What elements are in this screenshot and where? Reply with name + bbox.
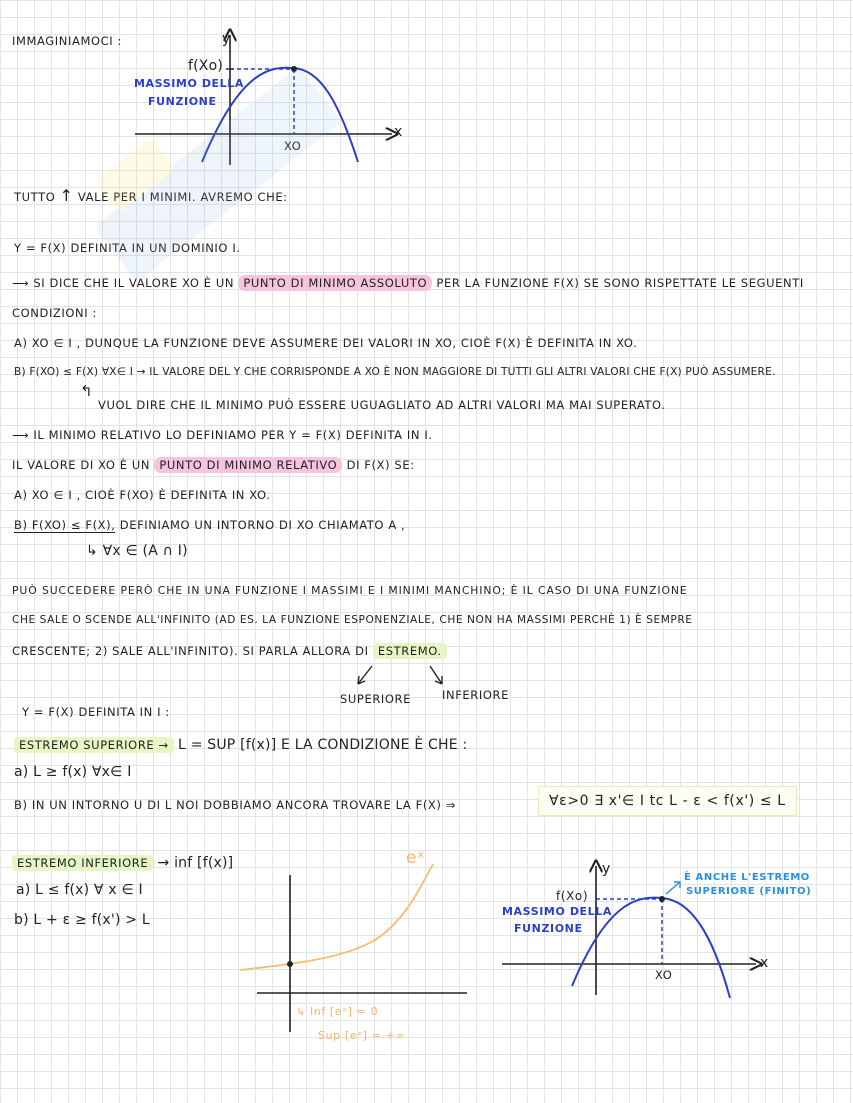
up-arrow-icon: ↑ — [59, 186, 74, 205]
corner-arrow-icon: ↳ — [86, 543, 98, 559]
corner-arrow-icon-orange: ↳ — [296, 1005, 306, 1018]
text-minimo-relativo: IL MINIMO RELATIVO LO DEFINIAMO PER Y = F(X) DEFINITA IN I. — [33, 428, 433, 442]
box-epsilon-condition: ∀ε>0 ∃ x'∈ I tc L - ε < f(x') ≤ L — [538, 786, 797, 816]
text-si-dice: SI DICE CHE IL VALORE XO È UN — [33, 276, 235, 290]
text-fxo-underlined: B) F(XO) ≤ F(X), — [14, 518, 116, 532]
line-tutto — [14, 186, 288, 205]
g3-caption-2: FUNZIONE — [514, 922, 583, 935]
line-estremo-inferiore — [12, 855, 233, 871]
highlight-estremo: ESTREMO. — [373, 643, 447, 659]
g1-x0-label: XO — [284, 139, 302, 153]
g3-caption-1: MASSIMO DELLA — [502, 905, 613, 918]
g2-sup-note: Sup [eˣ] = +∞ — [318, 1029, 406, 1042]
text-crescente: CRESCENTE; 2) SALE ALL'INFINITO). SI PARLA ALLORA DI — [12, 644, 369, 658]
heading-imagine: IMMAGINIAMOCI : — [12, 34, 122, 48]
line-estremo — [12, 644, 447, 658]
text-sup-condition: L = SUP [f(x)] E LA CONDIZIONE È CHE : — [178, 737, 468, 753]
text-forall-a-i: ∀x ∈ (A ∩ I) — [102, 543, 188, 559]
line-estremo-superiore — [14, 737, 467, 753]
line-punto-relativo — [12, 458, 415, 472]
line-condition-b: B) F(XO) ≤ F(X) ∀X∈ I → IL VALORE DEL Y CHE CORRISPONDE A XO È NON MAGGIORE DI TUTTI GLI ALTRI VALORI CHE F(X) PUÒ ASSUMERE. — [14, 366, 776, 378]
right-arrow-icon: ⟶ — [12, 276, 30, 290]
label-inferiore: INFERIORE — [442, 688, 509, 702]
text-il-valore: IL VALORE DI XO È UN — [12, 458, 151, 472]
g1-fx0-label: f(Xo) — [188, 58, 224, 74]
line-function-defined: Y = F(X) DEFINITA IN UN DOMINIO I. — [14, 241, 241, 255]
g2-inf-note — [296, 1005, 378, 1018]
branch-arrows — [350, 664, 440, 690]
line-puo-succedere: PUÒ SUCCEDERE PERÒ CHE IN UNA FUNZIONE I MASSIMI E I MINIMI MANCHINO; È IL CASO DI UNA FUNZIONE — [12, 584, 688, 597]
g1-y-label: y — [222, 31, 231, 47]
text-vale-per-minimi: VALE PER I MINIMI. AVREMO CHE: — [77, 190, 288, 204]
g2-curve-label: eˣ — [406, 848, 426, 868]
line-condition-a: A) XO ∈ I , DUNQUE LA FUNZIONE DEVE ASSUMERE DEI VALORI IN XO, CIOÈ F(X) È DEFINITA IN XO. — [14, 336, 638, 350]
g3-fx0-label: f(Xo) — [556, 889, 589, 903]
g1-caption-2: FUNZIONE — [148, 95, 217, 108]
line-vuol-dire: VUOL DIRE CHE IL MINIMO PUÒ ESSERE UGUAGLIATO AD ALTRI VALORI MA MAI SUPERATO. — [98, 398, 666, 412]
highlight-estremo-superiore: ESTREMO SUPERIORE → — [14, 737, 174, 753]
g3-note-1: È ANCHE L'ESTREMO — [684, 872, 810, 883]
text-inf: → inf [f(x)] — [157, 855, 234, 871]
highlight-estremo-inferiore: ESTREMO INFERIORE — [12, 855, 153, 871]
line-sup-a: a) L ≥ f(x) ∀x∈ I — [14, 764, 132, 780]
text-di-fx-se: DI F(X) SE: — [346, 458, 415, 472]
line-sup-b: B) IN UN INTORNO U DI L NOI DOBBIAMO ANCORA TROVARE LA F(X) ⇒ — [14, 798, 456, 812]
line-minimo-relativo — [12, 428, 433, 442]
highlight-minimo-relativo: PUNTO DI MINIMO RELATIVO — [154, 457, 342, 473]
exp-intercept — [287, 961, 293, 967]
g3-note-2: SUPERIORE (FINITO) — [686, 886, 812, 897]
note-arrow — [666, 882, 680, 894]
text-tutto: TUTTO — [14, 190, 56, 204]
line-condizioni: CONDIZIONI : — [12, 306, 97, 320]
line-sale-scende: CHE SALE O SCENDE ALL'INFINITO (AD ES. LA FUNZIONE ESPONENZIALE, CHE NON HA MASSIMI PERCHÈ 1) È SEMPRE — [12, 614, 693, 626]
line-y-defined: Y = F(X) DEFINITA IN I : — [22, 705, 170, 719]
text-per-la-funzione: PER LA FUNZIONE F(X) SE SONO RISPETTATE LE SEGUENTI — [436, 276, 804, 290]
g3-x-label: x — [760, 955, 769, 971]
text-inf-exp: Inf [eˣ] = 0 — [309, 1005, 379, 1018]
curved-arrow-icon: ↰ — [80, 382, 94, 400]
g3-y-label: y — [602, 861, 611, 877]
text-intorno-a: DEFINIAMO UN INTORNO DI XO CHIAMATO A , — [119, 518, 406, 532]
g1-x-label: x — [394, 124, 403, 140]
line-inf-a: a) L ≤ f(x) ∀ x ∈ I — [16, 882, 143, 898]
right-arrow-icon-2: ⟶ — [12, 428, 30, 442]
exp-curve — [240, 864, 433, 970]
label-superiore: SUPERIORE — [340, 692, 412, 706]
line-relative-a: A) XO ∈ I , CIOÈ F(XO) È DEFINITA IN XO. — [14, 488, 271, 502]
line-relative-b — [14, 518, 405, 532]
max-point-3 — [659, 896, 665, 902]
g3-x0-label: XO — [655, 968, 673, 982]
g1-caption-1: MASSIMO DELLA — [134, 77, 245, 90]
highlight-minimo-assoluto: PUNTO DI MINIMO ASSOLUTO — [238, 275, 432, 291]
line-forall-intersection — [86, 543, 188, 559]
line-inf-b: b) L + ε ≥ f(x') > L — [14, 912, 150, 928]
line-minimo-assoluto — [12, 276, 804, 290]
max-point — [291, 66, 297, 72]
